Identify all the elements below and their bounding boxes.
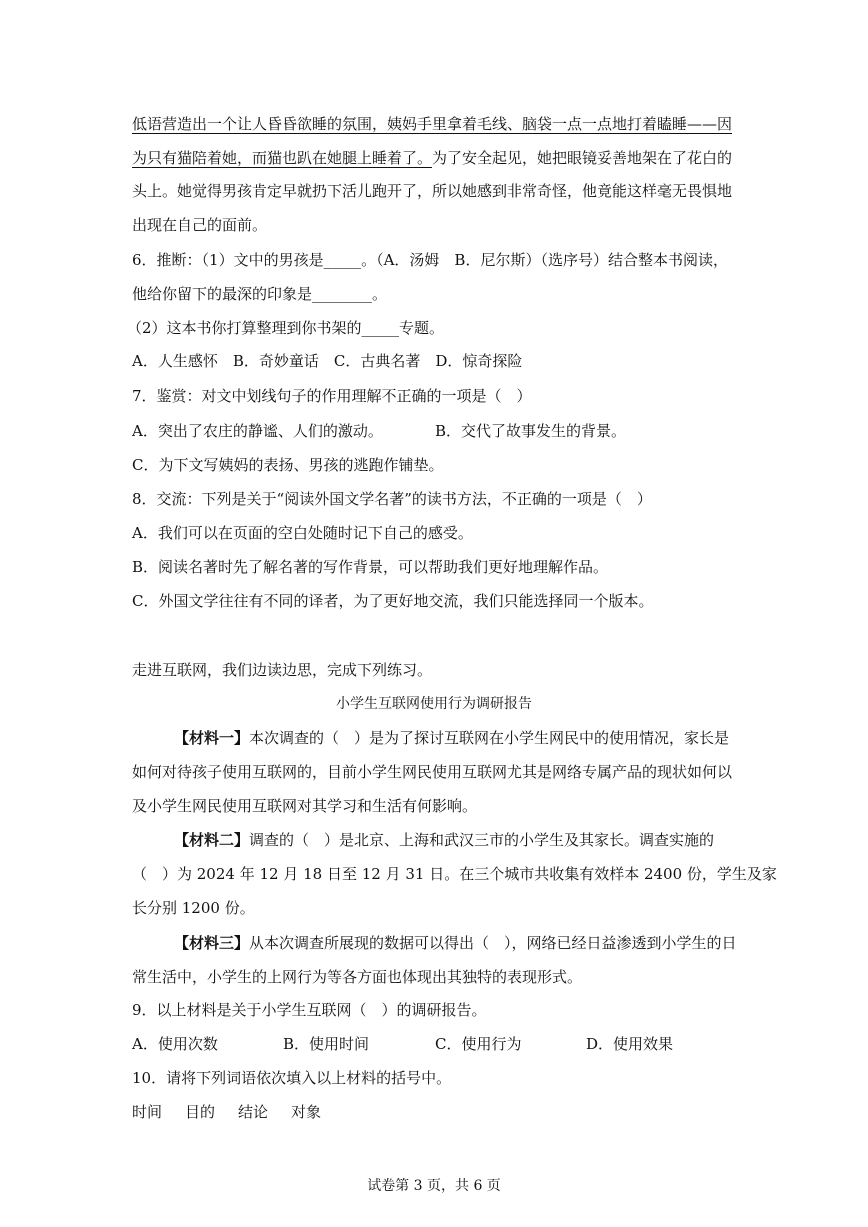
page-footer: 试卷第 3 页，共 6 页 <box>367 1178 501 1194</box>
material-1-line-3: 及小学生网民使用互联网对其学习和生活有何影响。 <box>132 797 478 815</box>
q8-option-a: A．我们可以在页面的空白处随时记下自己的感受。 <box>132 524 473 542</box>
material-3-label: 【材料三】 <box>174 934 250 952</box>
passage-line-3: 头上。她觉得男孩肯定早就扔下活儿跑开了，所以她感到非常奇怪，他竟能这样毫无畏惧地 <box>132 182 733 200</box>
material-3-line-1: 【材料三】从本次调查所展现的数据可以得出（ ），网络已经日益渗透到小学生的日 <box>174 934 737 952</box>
report-title: 小学生互联网使用行为调研报告 <box>336 696 532 712</box>
material-3-line-2: 常生活中，小学生的上网行为等各方面也体现出其独特的表现形式。 <box>132 968 583 986</box>
word-4: 对象 <box>291 1103 322 1121</box>
q6-line-3: （2）这本书你打算整理到你书架的_____专题。 <box>127 319 445 337</box>
underlined-sentence-part1: 低语营造出一个让人昏昏欲睡的氛围，姨妈手里拿着毛线、脑袋一点一点地打着瞌睡——因 <box>132 115 733 133</box>
q9-option-b: B．使用时间 <box>283 1035 370 1053</box>
passage-line-2 <box>132 148 732 168</box>
q7-option-c: C．为下文写姨妈的表扬、男孩的逃跑作铺垫。 <box>132 456 444 474</box>
material-2-line-1: 【材料二】调查的（ ）是北京、上海和武汉三市的小学生及其家长。调查实施的 <box>174 831 715 849</box>
q8-stem: 8．交流：下列是关于“阅读外国文学名著”的读书方法，不正确的一项是（ ） <box>132 490 652 508</box>
material-1-line-2: 如何对待孩子使用互联网的，目前小学生网民使用互联网尤其是网络专属产品的现状如何以 <box>132 763 733 781</box>
q7-option-b: B．交代了故事发生的背景。 <box>435 422 627 440</box>
q10-stem: 10．请将下列词语依次填入以上材料的括号中。 <box>132 1069 452 1087</box>
material-1-line-1: 【材料一】本次调查的（ ）是为了探讨互联网在小学生网民中的使用情况，家长是 <box>174 729 730 747</box>
word-3: 结论 <box>238 1103 269 1121</box>
passage-line-4: 出现在自己的面前。 <box>132 216 268 234</box>
word-2: 目的 <box>185 1103 216 1121</box>
q8-option-c: C．外国文学往往有不同的译者，为了更好地交流，我们只能选择同一个版本。 <box>132 592 654 610</box>
q7-option-a: A．突出了农庄的静谧、人们的激动。 <box>132 422 383 440</box>
q9-option-c: C．使用行为 <box>435 1035 522 1053</box>
material-2-label: 【材料二】 <box>174 831 250 849</box>
q9-stem: 9．以上材料是关于小学生互联网（ ）的调研报告。 <box>132 1001 487 1019</box>
q9-option-d: D．使用效果 <box>586 1035 674 1053</box>
section2-intro: 走进互联网，我们边读边思，完成下列练习。 <box>132 661 433 679</box>
passage-line-2-rest: 为了安全起见，她把眼镜妥善地架在了花白的 <box>432 149 733 167</box>
q6-line-2: 他给你留下的最深的印象是________。 <box>132 285 388 303</box>
q10-word-list <box>132 1102 321 1122</box>
underlined-sentence-part2: 为只有猫陪着她，而猫也趴在她腿上睡着了。 <box>132 149 433 167</box>
material-2-line-3: 长分别 1200 份。 <box>132 899 255 917</box>
q6-line-1: 6．推断：（1）文中的男孩是_____。（A．汤姆 B．尼尔斯）（选序号）结合整本书阅读， <box>132 251 728 269</box>
q6-options: A．人生感怀 B．奇妙童话 C．古典名著 D．惊奇探险 <box>132 352 523 370</box>
material-1-label: 【材料一】 <box>174 729 250 747</box>
word-1: 时间 <box>132 1103 163 1121</box>
passage-line-1 <box>132 114 732 134</box>
q8-option-b: B．阅读名著时先了解名著的写作背景，可以帮助我们更好地理解作品。 <box>132 558 609 576</box>
q7-stem: 7．鉴赏：对文中划线句子的作用理解不正确的一项是（ ） <box>132 387 532 405</box>
q9-option-a: A．使用次数 <box>132 1035 218 1053</box>
material-2-line-2: （ ）为 2024 年 12 月 18 日至 12 月 31 日。在三个城市共收集有效样本 2400 份，学生及家 <box>132 865 777 883</box>
